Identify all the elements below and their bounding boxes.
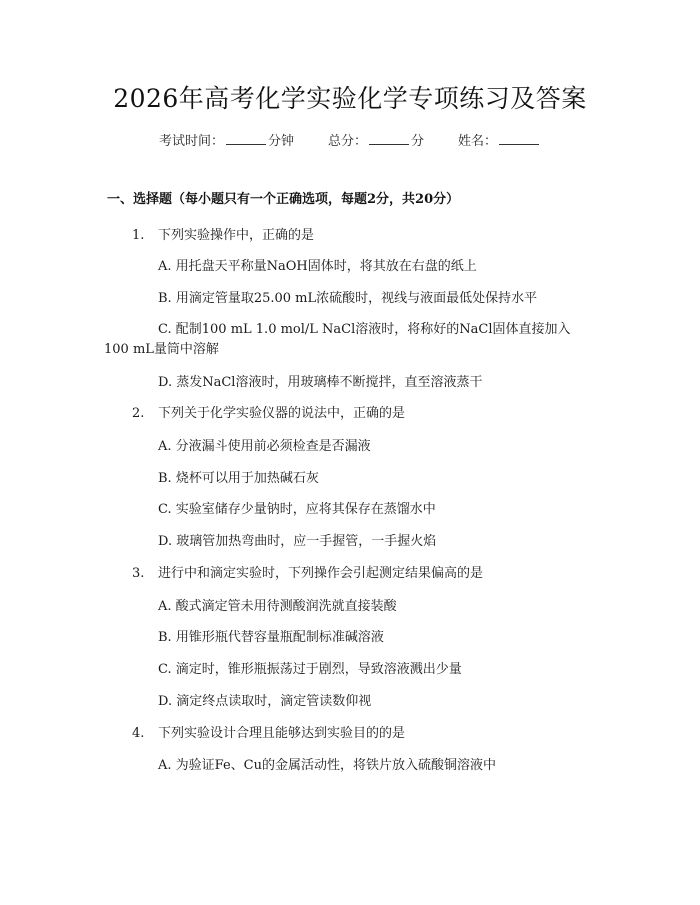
- option-d: D. 蒸发NaCl溶液时，用玻璃棒不断搅拌，直至溶液蒸干: [158, 375, 483, 390]
- name-blank: [499, 131, 539, 145]
- option-d: D. 滴定终点读取时，滴定管读数仰视: [158, 694, 372, 709]
- question-text: 进行中和滴定实验时，下列操作会引起测定结果偏高的是: [158, 566, 484, 581]
- section-heading: 一、选择题（每小题只有一个正确选项，每题2分，共20分）: [107, 192, 460, 207]
- question-text: 下列关于化学实验仪器的说法中，正确的是: [158, 406, 406, 421]
- score-blank: [369, 131, 409, 145]
- score-label: 总分：: [327, 134, 367, 149]
- question-text: 下列实验操作中，正确的是: [158, 228, 315, 243]
- time-field: [159, 131, 294, 151]
- option-b: B. 用滴定管量取25.00 mL浓硫酸时，视线与液面最低处保持水平: [158, 291, 538, 306]
- time-blank: [226, 131, 266, 145]
- question-number: 1.: [132, 228, 145, 243]
- question-number: 2.: [132, 406, 145, 421]
- question-text: 下列实验设计合理且能够达到实验目的的是: [158, 726, 406, 741]
- time-label: 考试时间：: [158, 134, 224, 149]
- score-unit: 分: [411, 134, 425, 149]
- score-field: [328, 131, 424, 151]
- question-stem: [132, 405, 405, 423]
- time-unit: 分钟: [267, 134, 294, 149]
- exam-meta: [0, 131, 700, 151]
- option-d: D. 玻璃管加热弯曲时，应一手握管，一手握火焰: [158, 534, 437, 549]
- option-a: A. 分液漏斗使用前必须检查是否漏液: [158, 439, 371, 454]
- question-number: 4.: [132, 726, 145, 741]
- question-stem: [132, 565, 483, 583]
- option-c: C. 配制100 mL 1.0 mol/L NaCl溶液时，将称好的NaCl固体直接加入: [158, 322, 571, 337]
- option-b: B. 烧杯可以用于加热碱石灰: [158, 471, 319, 486]
- option-c: C. 滴定时，锥形瓶振荡过于剧烈，导致溶液溅出少量: [158, 662, 462, 677]
- option-a: A. 为验证Fe、Cu的金属活动性，将铁片放入硫酸铜溶液中: [158, 758, 496, 773]
- option-a: A. 用托盘天平称量NaOH固体时，将其放在右盘的纸上: [158, 259, 477, 274]
- option-c: C. 实验室储存少量钠时，应将其保存在蒸馏水中: [158, 502, 436, 517]
- option-c-continuation: 100 mL量筒中溶解: [104, 342, 219, 357]
- question-stem: [132, 725, 405, 743]
- name-label: 姓名：: [458, 134, 498, 149]
- page-title: 2026年高考化学实验化学专项练习及答案: [113, 84, 587, 113]
- name-field: [458, 131, 541, 151]
- question-number: 3.: [132, 566, 145, 581]
- option-b: B. 用锥形瓶代替容量瓶配制标准碱溶液: [158, 630, 384, 645]
- question-stem: [132, 227, 314, 245]
- option-a: A. 酸式滴定管未用待测酸润洗就直接装酸: [158, 599, 397, 614]
